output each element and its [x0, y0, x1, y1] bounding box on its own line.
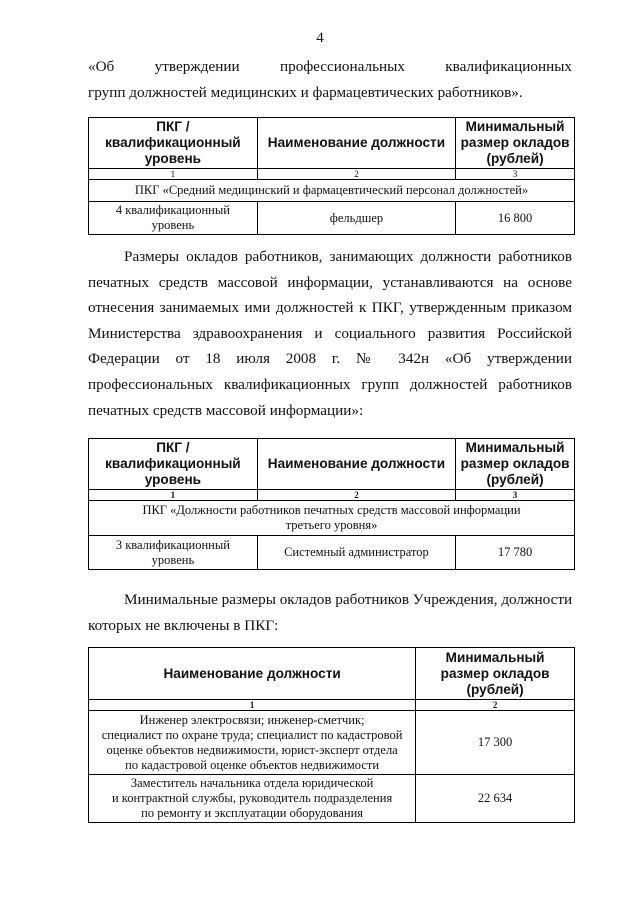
paragraph-line: Минимальные размеры окладов работников Учреждения, должности: [124, 591, 573, 608]
paragraph-line: печатных средств массовой информации, устанавливаются на основе: [88, 273, 572, 291]
table-index-row: 1 2: [89, 700, 575, 711]
header-min-salary: Минимальный размер окладов (рублей): [456, 118, 575, 169]
table-row: [89, 536, 575, 570]
table-row: [89, 775, 575, 823]
cell-salary: 17 300: [416, 711, 575, 775]
table-header-row: [89, 118, 575, 169]
header-position: Наименование должности: [89, 648, 416, 700]
paragraph-line: Министерства здравоохранения и социального развития Российской: [88, 324, 572, 342]
cell-position: Заместитель начальника отдела юридической и контрактной службы, руководитель подразделения по ремонту и эксплуатации оборудования: [89, 775, 416, 823]
table-non-pkg: [88, 647, 575, 823]
paragraph-print-media: [88, 244, 572, 423]
cell-salary: 16 800: [456, 202, 575, 235]
paragraph-line: которых не включены в ПКГ:: [88, 616, 279, 634]
cell-level: 4 квалификационный уровень: [89, 202, 258, 235]
cell-position: Инженер электросвязи; инженер-сметчик; специалист по охране труда; специалист по кадастровой оценке объектов недвижимости, юрист-эксперт отдела по кадастровой оценке объектов недвижимости: [89, 711, 416, 775]
header-min-salary: Минимальный размер окладов (рублей): [456, 439, 575, 490]
paragraph-line: Размеры окладов работников, занимающих должности работников: [124, 248, 572, 265]
header-min-salary: Минимальный размер окладов (рублей): [416, 648, 575, 700]
table-index-row: 1 2 3: [89, 490, 575, 501]
header-pkg-level: ПКГ / квалификационный уровень: [89, 439, 258, 490]
table-pkg-print-media: [88, 438, 575, 570]
cell-position: Системный администратор: [257, 536, 455, 570]
header-pkg-level: ПКГ / квалификационный уровень: [89, 118, 258, 169]
intro-paragraph: [88, 54, 572, 105]
paragraph-non-pkg: [88, 587, 572, 638]
table-row: [89, 202, 575, 235]
paragraph-line: Федерации от 18 июля 2008 г. № 342н «Об утверждении: [88, 350, 572, 368]
page-number: 4: [316, 30, 324, 46]
header-position: Наименование должности: [257, 118, 455, 169]
paragraph-line: печатных средств массовой информации»:: [88, 401, 364, 419]
intro-line: «Об утверждении профессиональных квалификационных: [88, 58, 572, 75]
cell-position: фельдшер: [257, 202, 455, 235]
table-header-row: [89, 648, 575, 700]
table-group-row: ПКГ «Должности работников печатных средств массовой информации третьего уровня»: [89, 501, 575, 536]
header-position: Наименование должности: [257, 439, 455, 490]
paragraph-line: профессиональных квалификационных групп должностей работников: [88, 375, 572, 393]
cell-level: 3 квалификационный уровень: [89, 536, 258, 570]
intro-line: групп должностей медицинских и фармацевтических работников».: [88, 83, 523, 101]
cell-salary: 22 634: [416, 775, 575, 823]
paragraph-line: отнесения занимаемых ими должностей к ПКГ, утвержденным приказом: [88, 299, 572, 317]
table-index-row: 1 2 3: [89, 169, 575, 180]
table-pkg-medical: [88, 117, 575, 235]
table-group-row: ПКГ «Средний медицинский и фармацевтический персонал должностей»: [89, 180, 575, 202]
cell-salary: 17 780: [456, 536, 575, 570]
table-header-row: [89, 439, 575, 490]
table-row: [89, 711, 575, 775]
